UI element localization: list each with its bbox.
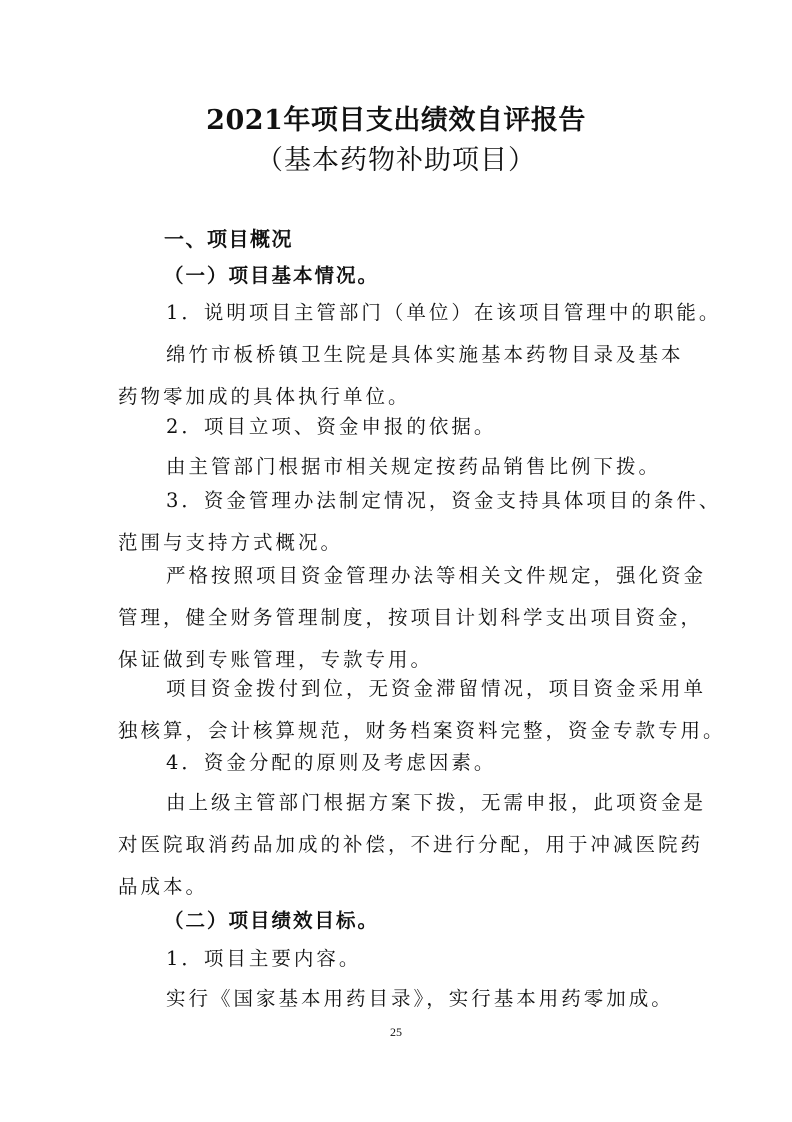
- item3-paragraph-2: [118, 668, 726, 752]
- paragraph-line: 对医院取消药品加成的补偿，不进行分配，用于冲减医院药: [118, 833, 704, 856]
- item3-label-line: 3．资金管理办法制定情况，资金支持具体项目的条件、: [166, 489, 722, 512]
- item1-label-line: 1．说明项目主管部门（单位）在该项目管理中的职能。: [166, 301, 722, 324]
- goal-item1-label: [166, 938, 726, 980]
- paragraph-line: 独核算，会计核算规范，财务档案资料完整，资金专款专用。: [118, 719, 726, 742]
- item3-label: [118, 480, 722, 564]
- item4-paragraph: [118, 782, 707, 908]
- item4-label: [166, 742, 726, 784]
- item2-label-line: 2．项目立项、资金申报的依据。: [166, 415, 497, 438]
- paragraph-line: 药物零加成的具体执行单位。: [118, 385, 411, 408]
- paragraph-line: 严格按照项目资金管理办法等相关文件规定，强化资金: [166, 564, 707, 587]
- section-heading-project-overview: 一、项目概况: [164, 227, 293, 251]
- report-subtitle: （基本药物补助项目）: [256, 145, 536, 176]
- subsection-heading-basic-info: （一）项目基本情况。: [164, 264, 380, 287]
- paragraph-line: 绵竹市板桥镇卫生院是具体实施基本药物目录及基本: [166, 343, 684, 366]
- goal-item1-paragraph: [166, 978, 726, 1020]
- item1-label: [166, 292, 726, 334]
- report-title: 2021年项目支出绩效自评报告: [206, 105, 586, 136]
- paragraph-line: 保证做到专账管理，专款专用。: [118, 648, 434, 671]
- paragraph-line: 管理，健全财务管理制度，按项目计划科学支出项目资金，: [118, 606, 704, 629]
- item2-label: [166, 406, 726, 448]
- paragraph-line: 品成本。: [118, 875, 209, 898]
- paragraph-line: 由上级主管部门根据方案下拨，无需申报，此项资金是: [166, 791, 707, 814]
- item3-label-line: 范围与支持方式概况。: [118, 531, 344, 554]
- goal-item1-label-line: 1．项目主要内容。: [166, 947, 362, 970]
- item4-label-line: 4．资金分配的原则及考虑因素。: [166, 751, 497, 774]
- item3-paragraph-1: [118, 555, 707, 681]
- paragraph-line: 由主管部门根据市相关规定按药品销售比例下拨。: [166, 455, 662, 478]
- paragraph-line: 实行《国家基本用药目录》，实行基本用药零加成。: [166, 987, 674, 1010]
- paragraph-line: 项目资金拨付到位，无资金滞留情况，项目资金采用单: [166, 677, 707, 700]
- page-number: 25: [390, 1025, 402, 1039]
- subsection-heading-performance-goals: （二）项目绩效目标。: [164, 909, 380, 932]
